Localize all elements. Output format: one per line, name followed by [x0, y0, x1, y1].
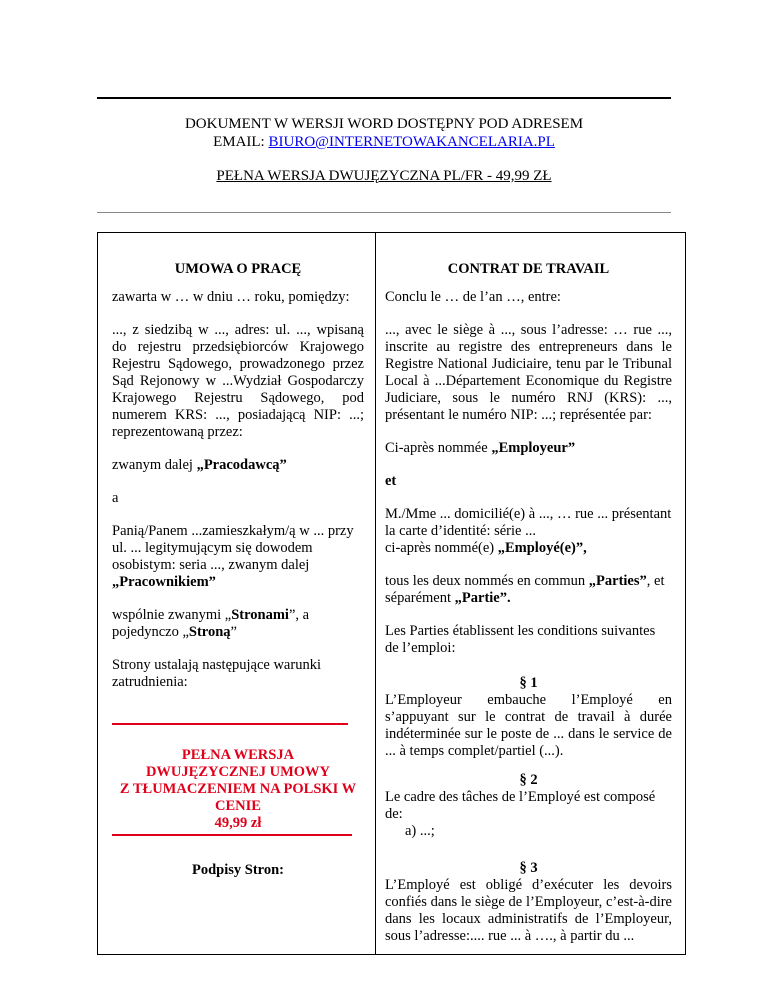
- polish-paragraph-6: [112, 607, 364, 641]
- section-1-title: § 1: [519, 675, 538, 691]
- bilingual-table: [97, 232, 686, 955]
- header-line-1: DOKUMENT W WERSJI WORD DOSTĘPNY POD ADRESEM: [184, 116, 584, 132]
- promo-rule-top: [112, 723, 348, 725]
- section-1-text: L’Employeur embauche l’Employé en s’appuyant sur le contrat de travail à durée indéterminée sur le poste de ... dans le service de ... à temps complet/partiel (...).: [385, 692, 672, 759]
- polish-p5-text: Panią/Panem ...zamieszkałym/ą w ... przy ul. ... legitymującym się dowodem osobistym: seria ..., zwanym dalej: [112, 523, 354, 573]
- polish-p6-b: ”, a pojedynczo „: [112, 607, 310, 640]
- polish-paragraph-2: ..., z siedzibą w ..., adres: ul. ..., wpisaną do rejestru przedsiębiorców Krajowego Rejestru Sądowego, prowadzonego przez Sąd Rejonowy w ...Wydział Gospodarczy Krajowego Rejestru Sądowego, pod numerem KRS: ..., posiadającą NIP: ...; reprezentowaną przez:: [112, 322, 364, 440]
- french-paragraph-7: Les Parties établissent les conditions suivantes de l’emploi:: [385, 623, 656, 656]
- separator-rule: [97, 212, 671, 213]
- polish-p6-a: wspólnie zwanymi „: [112, 607, 232, 623]
- polish-title: UMOWA O PRACĘ: [174, 261, 302, 277]
- top-rule: [97, 97, 671, 99]
- french-p5-line-2: la carte d’identité: série ...: [385, 523, 536, 539]
- polish-p6-c: ”: [230, 624, 237, 640]
- promo-rule-bottom: [112, 834, 352, 836]
- section-3-title: § 3: [519, 860, 538, 876]
- section-2-text: Le cadre des tâches de l’Employé est composé de:: [385, 789, 656, 822]
- french-p6-b: , et séparément: [385, 573, 665, 606]
- french-p6-term-2: „Partie”.: [454, 590, 511, 606]
- french-paragraph-2: ..., avec le siège à ..., sous l’adresse: … rue ..., inscrite au registre des entrepreneurs dans le Registre National Judiciaire, tenu par le Tribunal Local à ...Département Economique du Registre Judiciare, sous le numéro RNJ (KRS): ..., présentant le numéro NIP: ...; représentée par:: [385, 322, 672, 423]
- signatures-label: Podpisy Stron:: [192, 862, 284, 878]
- promo-line-3: Z TŁUMACZENIEM NA POLSKI W CENIE: [119, 781, 357, 814]
- polish-paragraph-7: Strony ustalają następujące warunki zatrudnienia:: [112, 657, 321, 690]
- french-paragraph-6: [385, 573, 672, 607]
- polish-p3-term: „Pracodawcą”: [196, 457, 287, 473]
- promo-line-2: DWUJĘZYCZNEJ UMOWY: [145, 764, 331, 780]
- promo-block: [112, 747, 364, 832]
- email-link[interactable]: BIURO@INTERNETOWAKANCELARIA.PL: [268, 134, 555, 150]
- polish-paragraph-3: [112, 457, 364, 474]
- french-p3-term: „Employeur”: [491, 440, 576, 456]
- french-p6-term-1: „Parties”: [588, 573, 647, 589]
- column-divider: [375, 233, 376, 954]
- document-header: [97, 115, 671, 185]
- french-p5-text: ci-après nommé(e): [385, 540, 498, 556]
- promo-line-1: PEŁNA WERSJA: [181, 747, 295, 763]
- french-p5-term: „Employé(e)”,: [497, 540, 587, 556]
- french-column: [385, 261, 672, 961]
- offer-text: PEŁNA WERSJA DWUJĘZYCZNA PL/FR - 49,99 ZŁ: [216, 168, 552, 184]
- section-3-text: L’Employé est obligé d’exécuter les devoirs confiés dans le siège de l’Employeur, c’est-à-dire dans les locaux administratifs de l’Employeur, sous l’adresse:.... rue ... à …., à partir du ...: [385, 877, 672, 944]
- french-p6-a: tous les deux nommés en commun: [385, 573, 589, 589]
- email-label: EMAIL:: [213, 134, 265, 150]
- polish-p3-text: zwanym dalej: [112, 457, 197, 473]
- polish-p5-term: „Pracownikiem”: [112, 574, 216, 590]
- french-paragraph-5: [385, 506, 672, 557]
- french-paragraph-3: [385, 440, 672, 457]
- promo-line-4: 49,99 zł: [214, 815, 262, 831]
- french-p5-line-1: M./Mme ... domicilié(e) à ..., … rue ... présentant: [385, 506, 672, 522]
- french-paragraph-1: Conclu le … de l’an …, entre:: [385, 289, 561, 305]
- polish-column: [112, 261, 364, 879]
- header-line-2: [97, 133, 671, 151]
- polish-p6-term-2: Stroną: [188, 624, 231, 640]
- french-title: CONTRAT DE TRAVAIL: [447, 261, 610, 277]
- french-p5-line-3: [385, 540, 672, 557]
- polish-p6-term-1: Stronami: [231, 607, 289, 623]
- section-2-item-a: a) ...;: [405, 823, 435, 839]
- section-2-title: § 2: [519, 772, 538, 788]
- polish-paragraph-5: [112, 523, 364, 591]
- french-paragraph-4: et: [385, 473, 397, 489]
- french-p3-text: Ci-après nommée: [385, 440, 492, 456]
- polish-paragraph-1: zawarta w … w dniu … roku, pomiędzy:: [112, 289, 350, 305]
- polish-paragraph-4: a: [112, 490, 119, 506]
